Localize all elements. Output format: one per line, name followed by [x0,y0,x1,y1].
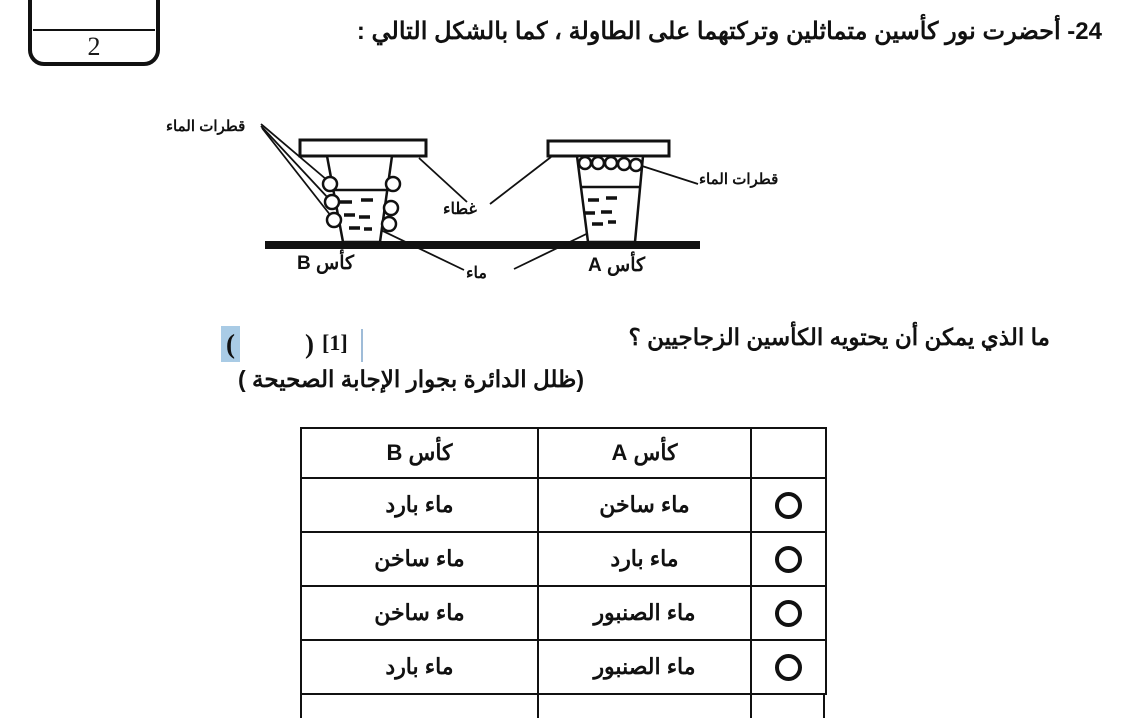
choice-cell [751,478,826,532]
answer-bubble-3[interactable] [775,600,802,627]
answer-paren-close: ) [305,329,314,359]
cup-a-label: كأس A [588,255,646,276]
cell-cup-a: ماء الصنبور [538,640,751,694]
cell-cup-a: ماء ساخن [538,478,751,532]
choice-cell [751,532,826,586]
question-text: ما الذي يمكن أن يحتويه الكأسين الزجاجيين ؟ [628,324,1050,350]
text-cursor [361,329,363,362]
pointer-lines-drops-left [261,124,331,216]
water-label: ماء [466,265,487,282]
cup-b-lid [300,140,426,156]
pointer-line-drops-right [642,166,698,184]
choice-cell [751,586,826,640]
answer-table [300,427,827,695]
score-box-divider [33,29,155,31]
cell-cup-b: ماء بارد [301,478,538,532]
score-value: 2 [87,32,101,61]
cell-cup-b: ماء ساخن [301,532,538,586]
cup-a-inside-droplets [579,157,642,171]
answer-bubble-1[interactable] [775,492,802,519]
score-box [28,0,160,66]
answer-row [301,586,826,640]
pointer-lines-cover [419,157,551,204]
answer-bubble-2[interactable] [775,546,802,573]
cover-label: غطاء [443,201,477,218]
cell-cup-b: ماء ساخن [301,586,538,640]
table-header-row [301,428,826,478]
water-drops-right-label: قطرات الماء [699,171,779,188]
table-border-stub [537,695,539,718]
cup-a-lid [548,141,669,156]
cell-cup-a: ماء بارد [538,532,751,586]
answer-bubble-4[interactable] [775,654,802,681]
table-border-stub [750,695,752,718]
table-border-stub [300,695,302,718]
cell-cup-a: ماء الصنبور [538,586,751,640]
header-choice [751,428,826,478]
answer-row [301,640,826,694]
answer-row [301,478,826,532]
water-drops-left-label: قطرات الماء [166,118,246,135]
header-cup-a: كأس A [538,428,751,478]
answer-row [301,532,826,586]
cup-b-label: كأس B [297,253,355,274]
answer-paren-open: ( [221,326,240,362]
header-cup-b: كأس B [301,428,538,478]
instruction-text: (ظلل الدائرة بجوار الإجابة الصحيحة ) [238,366,585,392]
table-border-stub [823,695,825,718]
cups-diagram [150,95,830,300]
choice-cell [751,640,826,694]
mark-value: [1] [322,330,348,355]
question-title: 24- أحضرت نور كأسين متماثلين وتركتهما على الطاولة ، كما بالشكل التالي : [356,18,1102,45]
cell-cup-b: ماء بارد [301,640,538,694]
